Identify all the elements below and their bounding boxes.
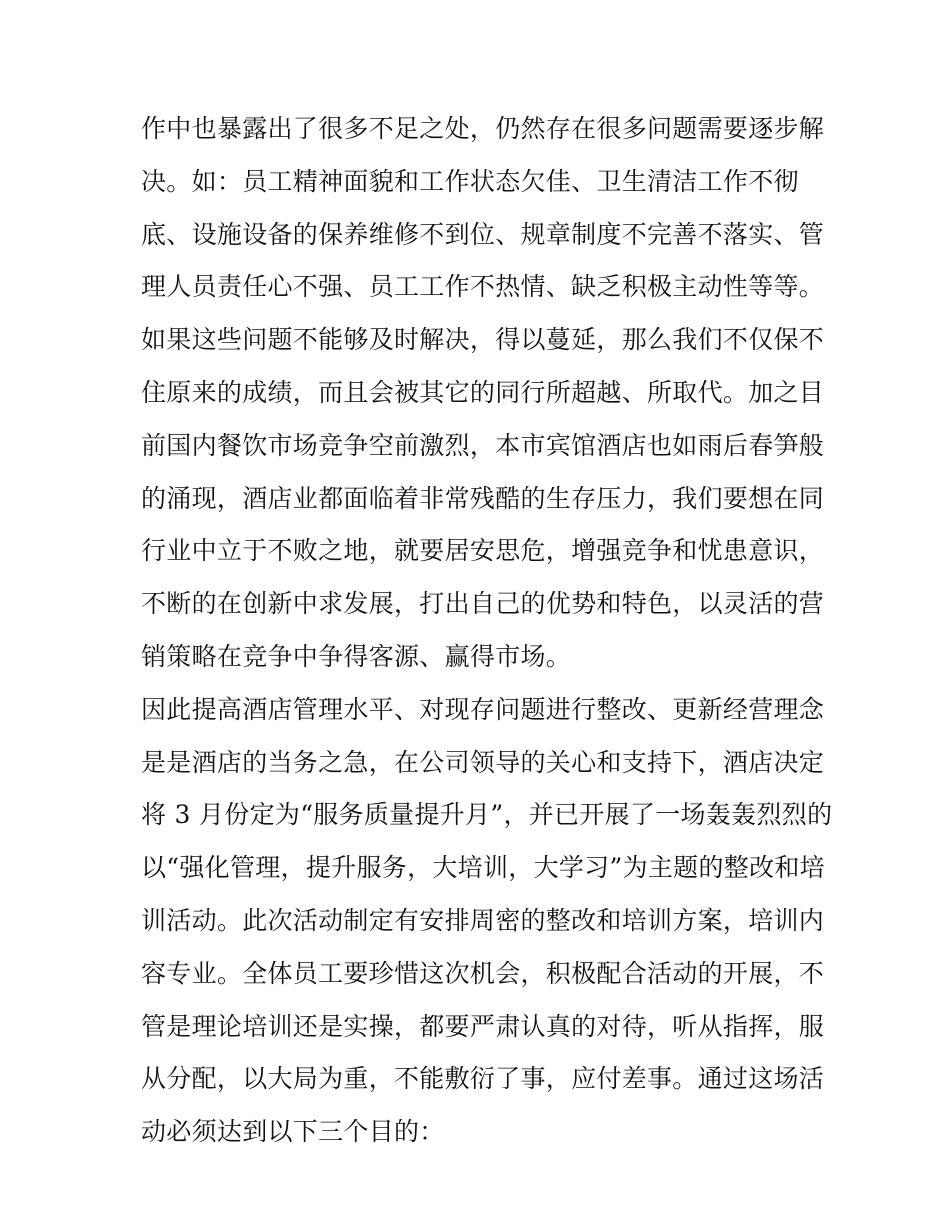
text-line: 如果这些问题不能够及时解决，得以蔓延，那么我们不仅保不 [141, 325, 825, 355]
text-line: 行业中立于不败之地，就要居安思危，增强竞争和忧患意识， [141, 536, 825, 566]
text-line: 管是理论培训还是实操，都要严肃认真的对待，听从指挥，服 [141, 1011, 825, 1041]
text-line: 是是酒店的当务之急，在公司领导的关心和支持下，酒店决定 [141, 747, 825, 777]
text-line: 以“强化管理，提升服务，大培训，大学习”为主题的整改和培 [141, 853, 825, 883]
text-line: 将 3 月份定为“服务质量提升月”，并已开展了一场轰轰烈烈的 [141, 800, 833, 830]
text-line: 作中也暴露出了很多不足之处，仍然存在很多问题需要逐步解 [141, 114, 825, 143]
text-line: 从分配，以大局为重，不能敷衍了事，应付差事。通过这场活 [141, 1064, 825, 1094]
text-line: 底、设施设备的保养维修不到位、规章制度不完善不落实、管 [141, 219, 825, 249]
text-line: 因此提高酒店管理水平、对现存问题进行整改、更新经营理念 [141, 694, 825, 724]
text-line: 不断的在创新中求发展，打出自己的优势和特色，以灵活的营 [141, 589, 825, 619]
text-line: 住原来的成绩，而且会被其它的同行所超越、所取代。加之目 [141, 377, 825, 407]
text-line: 容专业。全体员工要珍惜这次机会，积极配合活动的开展，不 [141, 958, 825, 988]
text-line: 动必须达到以下三个目的： [141, 1117, 445, 1147]
text-line: 训活动。此次活动制定有安排周密的整改和培训方案，培训内 [141, 905, 825, 935]
text-line: 的涌现，酒店业都面临着非常残酷的生存压力，我们要想在同 [141, 483, 825, 513]
body-text [141, 108, 833, 1164]
text-line: 理人员责任心不强、员工工作不热情、缺乏积极主动性等等。 [141, 272, 825, 302]
text-line: 决。如：员工精神面貌和工作状态欠佳、卫生清洁工作不彻 [141, 166, 799, 196]
text-line: 前国内餐饮市场竞争空前激烈，本市宾馆酒店也如雨后春笋般 [141, 430, 825, 460]
text-line: 销策略在竞争中争得客源、赢得市场。 [141, 641, 572, 671]
